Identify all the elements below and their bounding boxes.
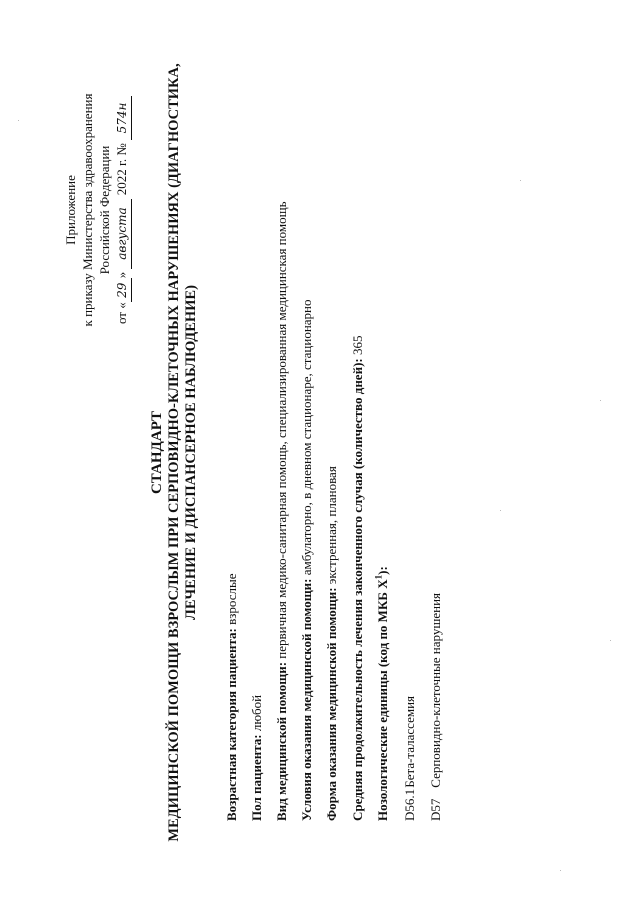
title-sub: ЛЕЧЕНИЕ И ДИСПАНСЕРНОЕ НАБЛЮДЕНИЕ) [183, 285, 199, 620]
title-standard: СТАНДАРТ [149, 410, 165, 495]
scan-speck [18, 120, 19, 121]
appendix-federation: Российской Федерации [97, 145, 112, 275]
icd-code: D56.1 [402, 788, 417, 821]
field-label: Вид медицинской помощи: [274, 661, 289, 821]
field-value: взрослые [224, 573, 239, 629]
scan-speck [500, 510, 501, 511]
icd-name: Серповидно-клеточные нарушения [428, 592, 443, 788]
date-year: 2022 г. № [114, 143, 129, 196]
field-duration [350, 336, 366, 821]
field-value: амбулаторно, в дневном стационаре, стационарно [299, 299, 314, 579]
appendix-date-line [113, 55, 132, 365]
code-row-d57 [428, 593, 444, 821]
field-care-conditions [299, 299, 315, 821]
footnote-marker: 1 [373, 574, 384, 580]
field-care-type [274, 201, 290, 821]
date-prefix: от « [114, 302, 129, 325]
nosology-label-end: ): [375, 566, 390, 575]
scan-speck [600, 400, 601, 401]
field-care-form [324, 466, 340, 821]
field-label: Средняя продолжительность лечения законченного случая (количество дней): [350, 358, 365, 821]
appendix-order-ref: к приказу Министерства здравоохранения [80, 93, 95, 327]
icd-name: Бета-талассемия [402, 695, 417, 788]
field-value: первичная медико-санитарная помощь, специализированная медицинская помощь [274, 201, 289, 662]
code-row-d56-1 [402, 696, 418, 821]
field-age-category [224, 574, 240, 821]
field-label: Форма оказания медицинской помощи: [324, 587, 339, 821]
title-block [148, 0, 200, 905]
appendix-title: Приложение [63, 175, 78, 245]
icd-code: D57 [428, 798, 443, 821]
scan-speck [560, 870, 561, 871]
field-label: Условия оказания медицинской помощи: [299, 578, 314, 821]
field-sex [249, 695, 265, 821]
scan-speck [520, 180, 521, 181]
title-main: МЕДИЦИНСКОЙ ПОМОЩИ ВЗРОСЛЫМ ПРИ СЕРПОВИДНО-КЛЕТОЧНЫХ НАРУШЕНИЯХ (ДИАГНОСТИКА, [166, 63, 182, 842]
nosology-heading [375, 566, 391, 821]
field-value: 365 [350, 335, 365, 359]
field-value: любой [249, 694, 264, 735]
appendix-block [62, 55, 132, 365]
date-month: августа [114, 199, 132, 269]
scan-speck [610, 640, 611, 641]
date-mid: » [114, 271, 129, 279]
nosology-label: Нозологические единицы (код по МКБ X [375, 579, 390, 821]
order-number: 574н [114, 96, 132, 140]
field-label: Пол пациента: [249, 734, 264, 821]
date-day: 29 [114, 278, 132, 302]
field-value: экстренная, плановая [324, 466, 339, 588]
field-label: Возрастная категория пациента: [224, 628, 239, 821]
